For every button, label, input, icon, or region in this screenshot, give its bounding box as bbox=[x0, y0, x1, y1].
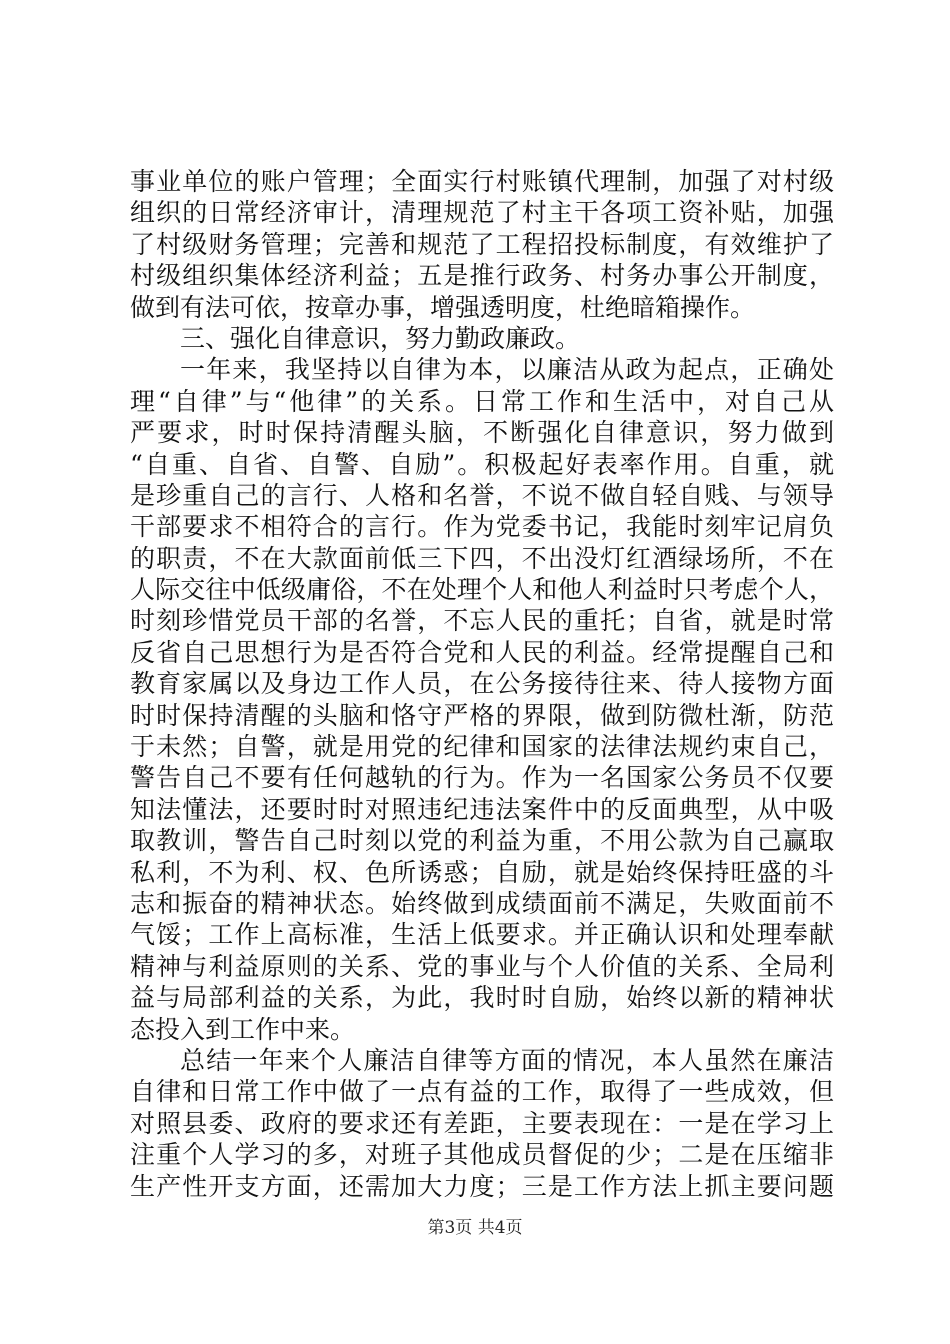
text-line: 自律和日常工作中做了一点有益的工作，取得了一些成效，但 bbox=[130, 1077, 834, 1107]
text-line: 时刻珍惜党员干部的名誉，不忘人民的重托；自省，就是时常 bbox=[130, 606, 834, 636]
text-line: 于未然；自警，就是用党的纪律和国家的法律法规约束自己， bbox=[130, 732, 834, 762]
text-line: 知法懂法，还要时时对照违纪违法案件中的反面典型，从中吸 bbox=[130, 794, 834, 824]
text-line: 干部要求不相符合的言行。作为党委书记，我能时刻牢记肩负 bbox=[130, 512, 834, 542]
text-line: 教育家属以及身边工作人员，在公务接待往来、待人接物方面 bbox=[130, 669, 834, 699]
text-line: 精神与利益原则的关系、党的事业与个人价值的关系、全局利 bbox=[130, 951, 834, 981]
text-line: 益与局部利益的关系，为此，我时时自励，始终以新的精神状 bbox=[130, 983, 834, 1013]
text-line: 的职责，不在大款面前低三下四，不出没灯红酒绿场所，不在 bbox=[130, 543, 834, 573]
page-footer: 第3页 共4页 bbox=[427, 1218, 523, 1238]
document-body bbox=[130, 166, 834, 1202]
text-line: 气馁；工作上高标准，生活上低要求。并正确认识和处理奉献 bbox=[130, 920, 834, 950]
text-line: 三、强化自律意识，努力勤政廉政。 bbox=[180, 323, 581, 353]
text-line: 注重个人学习的多，对班子其他成员督促的少；二是在压缩非 bbox=[130, 1140, 834, 1170]
text-line: 村级组织集体经济利益；五是推行政务、村务办事公开制度， bbox=[130, 261, 834, 291]
text-line: 时时保持清醒的头脑和恪守严格的界限，做到防微杜渐，防范 bbox=[130, 700, 834, 730]
text-line: 了村级财务管理；完善和规范了工程招投标制度，有效维护了 bbox=[130, 229, 834, 259]
text-line: 生产性开支方面，还需加大力度；三是工作方法上抓主要问题 bbox=[130, 1171, 834, 1201]
text-line: 做到有法可依，按章办事，增强透明度，杜绝暗箱操作。 bbox=[130, 292, 756, 322]
text-line: 态投入到工作中来。 bbox=[130, 1014, 356, 1044]
text-line: 是珍重自己的言行、人格和名誉，不说不做自轻自贱、与领导 bbox=[130, 480, 834, 510]
text-line: 事业单位的账户管理；全面实行村账镇代理制，加强了对村级 bbox=[130, 167, 834, 196]
text-line: 总结一年来个人廉洁自律等方面的情况，本人虽然在廉洁 bbox=[180, 1045, 834, 1075]
text-line: 警告自己不要有任何越轨的行为。作为一名国家公务员不仅要 bbox=[130, 763, 834, 793]
text-line: 反省自己思想行为是否符合党和人民的利益。经常提醒自己和 bbox=[130, 637, 834, 667]
text-line: 组织的日常经济审计，清理规范了村主干各项工资补贴，加强 bbox=[130, 198, 834, 228]
text-line: 理“自律”与“他律”的关系。日常工作和生活中，对自己从 bbox=[130, 386, 834, 416]
text-line: 志和振奋的精神状态。始终做到成绩面前不满足，失败面前不 bbox=[130, 888, 834, 918]
text-line: 私利，不为利、权、色所诱惑；自励，就是始终保持旺盛的斗 bbox=[130, 857, 834, 887]
text-line: 严要求，时时保持清醒头脑，不断强化自律意识，努力做到 bbox=[130, 418, 834, 448]
text-line: 一年来，我坚持以自律为本，以廉洁从政为起点，正确处 bbox=[180, 355, 834, 385]
text-line: 人际交往中低级庸俗，不在处理个人和他人利益时只考虑个人， bbox=[130, 575, 834, 605]
text-line: “自重、自省、自警、自励”。积极起好表率作用。自重，就 bbox=[130, 449, 834, 479]
text-line: 对照县委、政府的要求还有差距，主要表现在：一是在学习上 bbox=[130, 1108, 834, 1138]
text-line: 取教训，警告自己时刻以党的利益为重，不用公款为自己赢取 bbox=[130, 826, 834, 856]
